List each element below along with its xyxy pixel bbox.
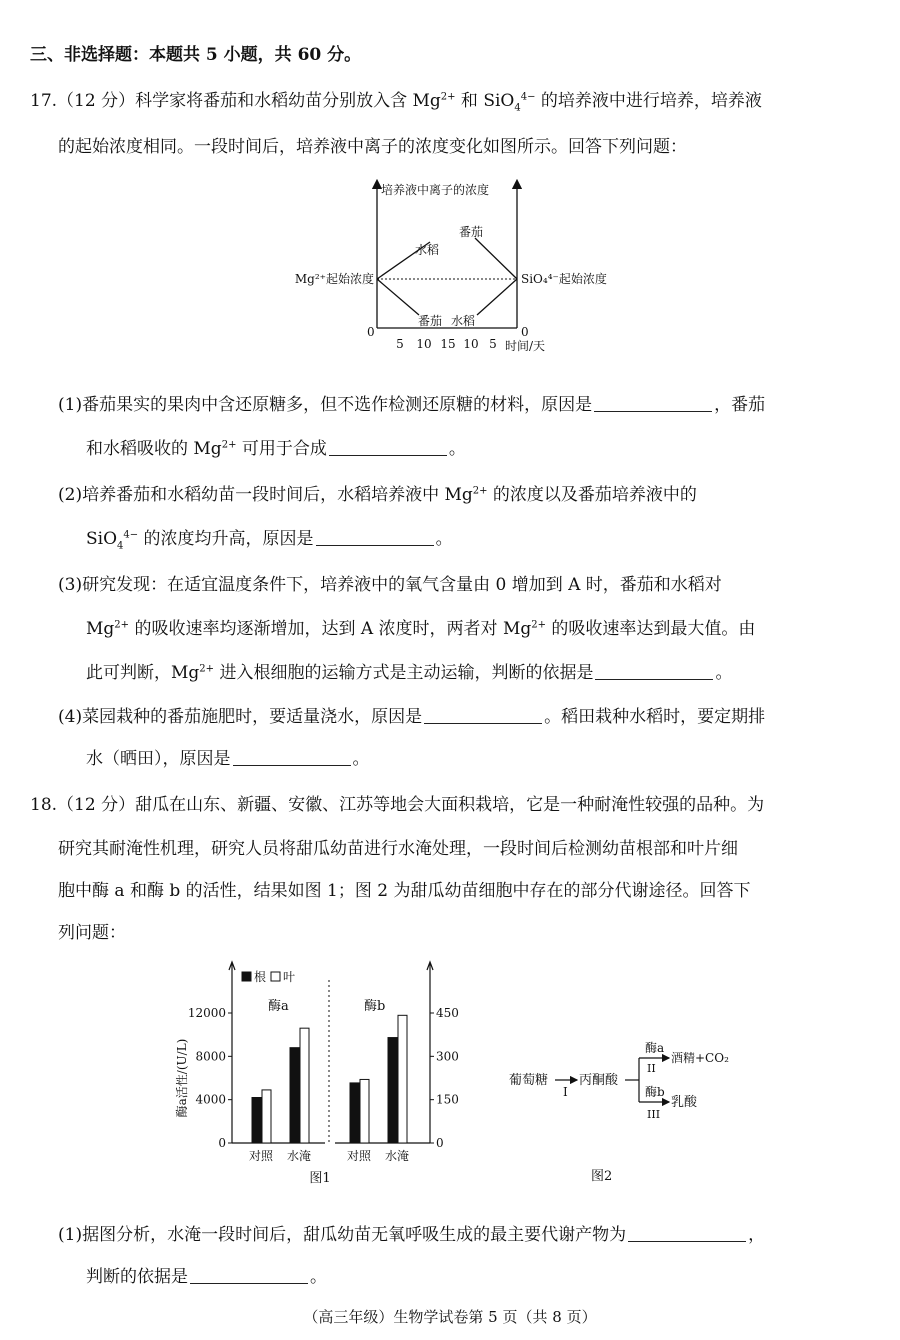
xtick: 10 bbox=[416, 337, 432, 351]
q18-part1-text: 判断的依据是 bbox=[86, 1267, 188, 1287]
ion-charge: 2+ bbox=[472, 485, 488, 497]
ytick-label: 4000 bbox=[195, 1092, 226, 1107]
q18-stem-line4: 列问题： bbox=[58, 923, 126, 943]
label-rice-down: 水稻 bbox=[451, 314, 476, 328]
legend-label-root: 根 bbox=[254, 970, 267, 984]
q17-part3-line3 bbox=[86, 658, 732, 683]
ion-charge: 2+ bbox=[199, 663, 215, 675]
legend-swatch-root bbox=[242, 972, 251, 981]
rice-si-curve bbox=[477, 279, 517, 315]
q17-part3-text: 进入根细胞的运输方式是主动运输，判断的依据是 bbox=[214, 663, 594, 683]
answer-blank[interactable] bbox=[595, 662, 713, 680]
q17-part1-text: 。 bbox=[448, 439, 466, 459]
tomato-mg-curve bbox=[377, 279, 419, 315]
q18-part1-text: (1)据图分析，水淹一段时间后，甜瓜幼苗无氧呼吸生成的最主要代谢产物为 bbox=[58, 1225, 627, 1245]
ion-charge: 4− bbox=[123, 529, 139, 541]
bar-root bbox=[388, 1038, 397, 1143]
bar-root bbox=[350, 1083, 359, 1143]
q18-stem-line2: 研究其耐淹性机理，研究人员将甜瓜幼苗进行水淹处理，一段时间后检测幼苗根部和叶片细 bbox=[58, 839, 738, 859]
product-a-label: 酒精+CO₂ bbox=[671, 1051, 729, 1065]
q17-part1-text: (1)番茄果实的果肉中含还原糖多，但不选作检测还原糖的材料，原因是 bbox=[58, 395, 593, 415]
ytick-label: 450 bbox=[436, 1006, 459, 1020]
step2-label: II bbox=[647, 1062, 656, 1075]
pyruvate-label: 丙酮酸 bbox=[579, 1073, 619, 1088]
answer-blank[interactable] bbox=[190, 1266, 308, 1284]
q17-part3-line2 bbox=[86, 614, 755, 639]
ion-charge: 2+ bbox=[531, 619, 546, 631]
metabolic-pathway-diagram bbox=[505, 1030, 755, 1190]
ytick-label: 150 bbox=[436, 1092, 459, 1107]
fig-xlabel: 时间/天 bbox=[505, 339, 546, 353]
q17-part2-text: 的浓度均升高，原因是 bbox=[138, 529, 314, 549]
fig-ylabel: 培养液中离子的浓度 bbox=[381, 183, 490, 197]
product-b-label: 乳酸 bbox=[671, 1095, 698, 1110]
enzyme-b-label: 酶b bbox=[645, 1085, 665, 1099]
label-tomato-up: 番茄 bbox=[459, 225, 484, 239]
step3-label: III bbox=[647, 1108, 661, 1121]
answer-blank[interactable] bbox=[233, 748, 351, 766]
q17-part3-text: Mg bbox=[86, 619, 115, 639]
q17-part3-text: 的吸收速率均逐渐增加，达到 A 浓度时，两者对 Mg bbox=[129, 619, 532, 639]
q17-stem-text: 17.（12 分）科学家将番茄和水稻幼苗分别放入含 Mg bbox=[30, 91, 441, 111]
tomato-si-curve bbox=[475, 238, 517, 279]
ion-charge: 4− bbox=[520, 91, 536, 103]
ytick-label: 12000 bbox=[187, 1006, 226, 1020]
ylabel-enzyme-a: 酶a活性/(U/L) bbox=[175, 1038, 189, 1118]
glucose-label: 葡萄糖 bbox=[509, 1073, 549, 1088]
xtick: 5 bbox=[489, 337, 497, 351]
q17-part1-text: 和水稻吸收的 Mg bbox=[86, 439, 222, 459]
bar-leaf bbox=[300, 1028, 309, 1143]
ytick-label: 0 bbox=[218, 1136, 226, 1150]
ytick-label: 0 bbox=[436, 1136, 444, 1150]
q17-part4-text: 。稻田栽种水稻时，要定期排 bbox=[544, 707, 766, 727]
answer-blank[interactable] bbox=[329, 438, 447, 456]
ion-charge: 2+ bbox=[440, 91, 456, 103]
q18-stem-line3: 胞中酶 a 和酶 b 的活性，结果如图 1；图 2 为甜瓜幼苗细胞中存在的部分代谢途径。回答下 bbox=[58, 881, 751, 901]
q17-part3-text: 的吸收速率达到最大值。由 bbox=[545, 619, 756, 639]
label-rice-up: 水稻 bbox=[415, 243, 440, 257]
legend-label-leaf: 叶 bbox=[283, 970, 296, 984]
q17-stem-line2: 的起始浓度相同。一段时间后，培养液中离子的浓度变化如图所示。回答下列问题： bbox=[58, 137, 687, 157]
ion-charge: 2+ bbox=[114, 619, 130, 631]
q18-part1-line2 bbox=[86, 1262, 327, 1287]
ion-charge: 2+ bbox=[221, 439, 237, 451]
q17-part1-text: 可用于合成 bbox=[236, 439, 327, 459]
q17-stem-line1 bbox=[30, 86, 762, 113]
q17-part2-text: (2)培养番茄和水稻幼苗一段时间后，水稻培养液中 Mg bbox=[58, 485, 473, 505]
ion-subscript: 4 bbox=[117, 540, 124, 552]
q18-stem-line1: 18.（12 分）甜瓜在山东、新疆、安徽、江苏等地会大面积栽培，它是一种耐淹性较强的品种。为 bbox=[30, 795, 765, 815]
panel-title: 酶b bbox=[364, 999, 386, 1014]
answer-blank[interactable] bbox=[594, 394, 712, 412]
bar-root bbox=[290, 1048, 299, 1143]
q17-stem-text: 的培养液中进行培养，培养液 bbox=[535, 91, 762, 111]
q17-part1-line2 bbox=[86, 434, 466, 459]
category-label: 对照 bbox=[346, 1149, 372, 1163]
xtick: 15 bbox=[440, 337, 456, 351]
bar-root bbox=[252, 1098, 261, 1144]
ion-subscript: 4 bbox=[514, 102, 521, 114]
q17-part3-text: 此可判断，Mg bbox=[86, 663, 200, 683]
section-title: 三、非选择题：本题共 5 小题，共 60 分。 bbox=[30, 45, 362, 65]
category-label: 水淹 bbox=[286, 1149, 312, 1163]
step1-label: I bbox=[563, 1085, 568, 1099]
fig1-caption: 图1 bbox=[309, 1171, 331, 1186]
q17-part4-text: (4)菜园栽种的番茄施肥时，要适量浇水，原因是 bbox=[58, 707, 423, 727]
enzyme-a-label: 酶a bbox=[645, 1041, 665, 1055]
left-initial-label: Mg²⁺起始浓度 bbox=[294, 272, 374, 286]
category-label: 水淹 bbox=[384, 1149, 410, 1163]
label-tomato-down: 番茄 bbox=[418, 314, 443, 328]
xtick: 5 bbox=[396, 337, 404, 351]
q17-stem-text: 和 SiO bbox=[455, 91, 515, 111]
q17-part4-text: 。 bbox=[352, 749, 370, 769]
ytick-label: 300 bbox=[436, 1049, 459, 1064]
q18-part1-text: ， bbox=[748, 1225, 766, 1245]
q17-part2-text: SiO bbox=[86, 529, 118, 549]
q17-part2-line2 bbox=[86, 524, 453, 551]
origin-right: 0 bbox=[521, 325, 529, 339]
q17-part4-line1 bbox=[58, 702, 765, 727]
panel-title: 酶a bbox=[268, 999, 289, 1014]
bar-leaf bbox=[360, 1079, 369, 1143]
right-initial-label: SiO₄⁴⁻起始浓度 bbox=[521, 272, 607, 286]
category-label: 对照 bbox=[248, 1149, 274, 1163]
ytick-label: 8000 bbox=[195, 1049, 226, 1064]
q17-part3-line1: (3)研究发现：在适宜温度条件下，培养液中的氧气含量由 0 增加到 A 时，番茄和水稻对 bbox=[58, 575, 722, 595]
answer-blank[interactable] bbox=[628, 1224, 746, 1242]
page-footer: （高三年级）生物学试卷第 5 页（共 8 页） bbox=[303, 1308, 597, 1326]
q17-part1-text: ，番茄 bbox=[714, 395, 766, 415]
q17-part3-text: 。 bbox=[715, 663, 733, 683]
answer-blank[interactable] bbox=[424, 706, 542, 724]
enzyme-activity-bar-chart bbox=[170, 960, 470, 1192]
xtick: 10 bbox=[463, 337, 479, 351]
q17-part2-text: 的浓度以及番茄培养液中的 bbox=[487, 485, 697, 505]
q17-part4-line2 bbox=[86, 744, 370, 769]
q17-part2-text: 。 bbox=[435, 529, 453, 549]
q17-part1-line1 bbox=[58, 390, 765, 415]
q17-part2-line1 bbox=[58, 480, 697, 505]
q17-ion-concentration-figure bbox=[285, 178, 625, 368]
answer-blank[interactable] bbox=[316, 528, 434, 546]
bar-leaf bbox=[262, 1090, 271, 1143]
origin-left: 0 bbox=[367, 325, 375, 339]
q18-part1-text: 。 bbox=[310, 1267, 327, 1287]
legend-swatch-leaf bbox=[271, 972, 280, 981]
q18-part1-line1 bbox=[58, 1220, 765, 1245]
bar-leaf bbox=[398, 1015, 407, 1143]
fig2-caption: 图2 bbox=[591, 1169, 613, 1184]
q17-part4-text: 水（晒田），原因是 bbox=[86, 749, 231, 769]
